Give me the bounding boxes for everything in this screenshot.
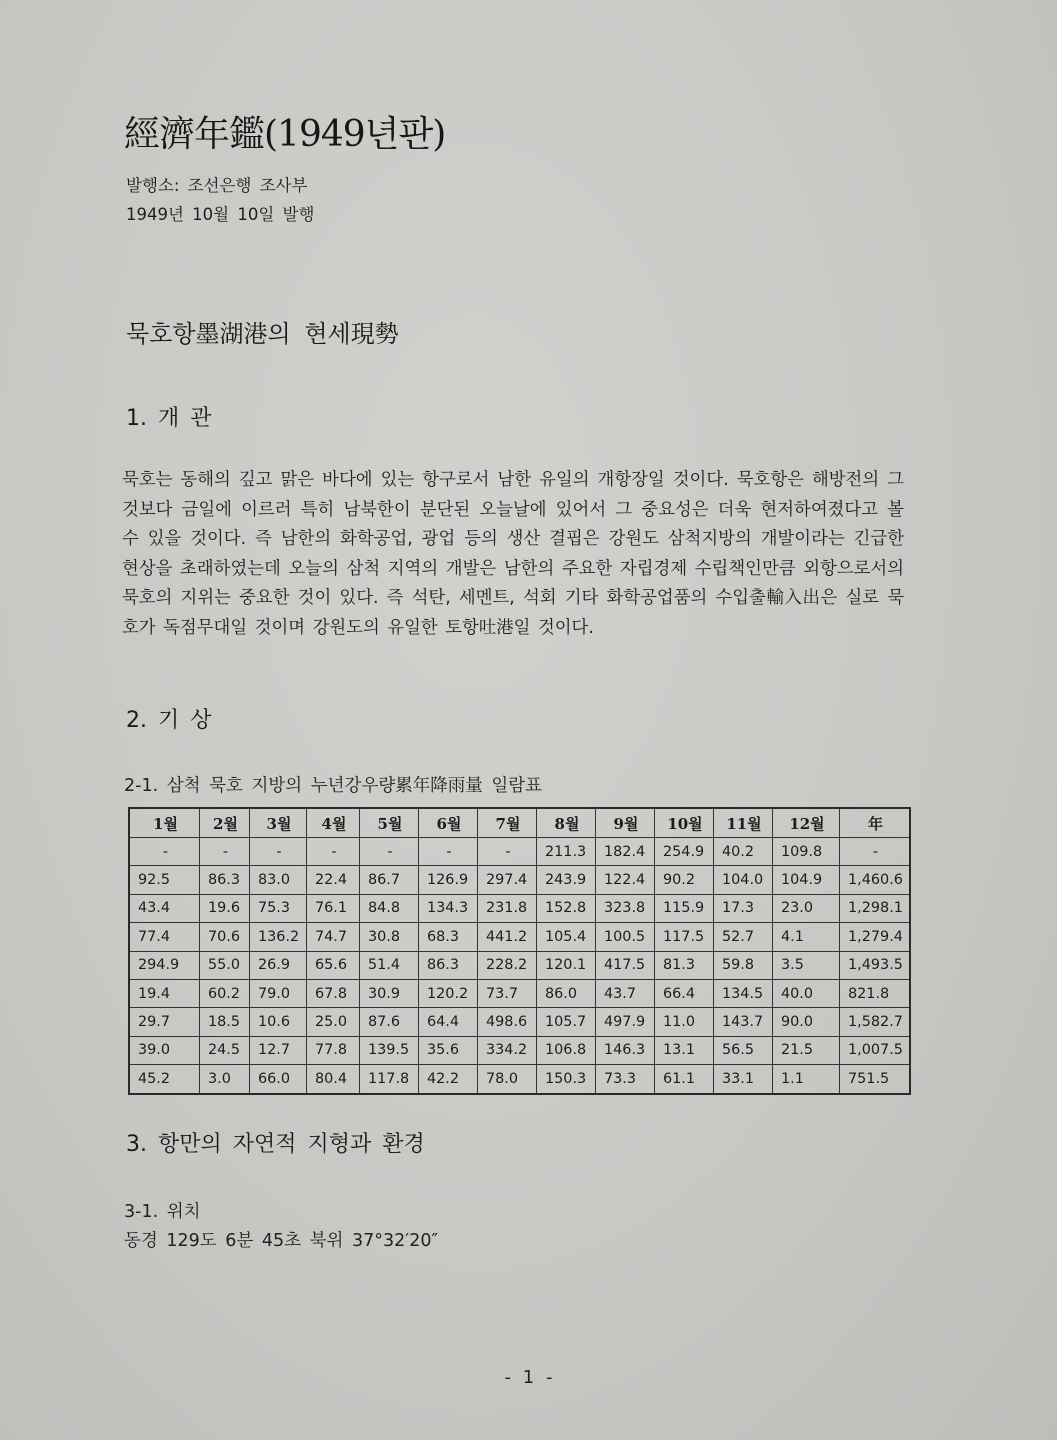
table-cell: 92.5 xyxy=(129,866,200,894)
table-cell: 81.3 xyxy=(655,951,714,979)
table-cell: 24.5 xyxy=(200,1036,250,1064)
column-header: 4월 xyxy=(307,808,360,838)
table-cell: 39.0 xyxy=(129,1036,200,1064)
table-cell: 30.8 xyxy=(360,923,419,951)
table-cell: 45.2 xyxy=(129,1065,200,1094)
table-cell: 43.7 xyxy=(596,979,655,1007)
table-cell: 84.8 xyxy=(360,894,419,922)
column-header: 11월 xyxy=(714,808,773,838)
table-cell: 1,582.7 xyxy=(840,1008,910,1036)
table-cell: 90.0 xyxy=(773,1008,840,1036)
table-cell: 77.4 xyxy=(129,923,200,951)
table-cell: 40.0 xyxy=(773,979,840,1007)
column-header: 3월 xyxy=(250,808,307,838)
table-cell: 243.9 xyxy=(537,866,596,894)
table-cell: - xyxy=(250,838,307,866)
table-cell: 143.7 xyxy=(714,1008,773,1036)
table-cell: 66.4 xyxy=(655,979,714,1007)
table-cell: 231.8 xyxy=(478,894,537,922)
table-cell: 105.4 xyxy=(537,923,596,951)
section-heading-climate: 2. 기 상 xyxy=(126,708,212,733)
article-title: 묵호항墨湖港의 현세現勢 xyxy=(126,320,399,348)
table-cell: 56.5 xyxy=(714,1036,773,1064)
table-cell: 109.8 xyxy=(773,838,840,866)
table-cell: - xyxy=(200,838,250,866)
table-cell: 11.0 xyxy=(655,1008,714,1036)
table-cell: 86.0 xyxy=(537,979,596,1007)
table-cell: 73.7 xyxy=(478,979,537,1007)
table-cell: - xyxy=(419,838,478,866)
table-cell: 182.4 xyxy=(596,838,655,866)
table-cell: 1,298.1 xyxy=(840,894,910,922)
column-header: 7월 xyxy=(478,808,537,838)
column-header: 5월 xyxy=(360,808,419,838)
table-cell: 35.6 xyxy=(419,1036,478,1064)
table-cell: 297.4 xyxy=(478,866,537,894)
table-cell: 1.1 xyxy=(773,1065,840,1094)
table-cell: 23.0 xyxy=(773,894,840,922)
table-cell: 211.3 xyxy=(537,838,596,866)
table-cell: 497.9 xyxy=(596,1008,655,1036)
table-cell: 42.2 xyxy=(419,1065,478,1094)
table-cell: 1,007.5 xyxy=(840,1036,910,1064)
table-cell: 52.7 xyxy=(714,923,773,951)
table-cell: 152.8 xyxy=(537,894,596,922)
table-cell: 17.3 xyxy=(714,894,773,922)
table-row xyxy=(129,894,910,922)
publisher-line: 발행소: 조선은행 조사부 xyxy=(126,176,308,195)
table-cell: 26.9 xyxy=(250,951,307,979)
table-cell: 18.5 xyxy=(200,1008,250,1036)
table-cell: 33.1 xyxy=(714,1065,773,1094)
table-cell: 10.6 xyxy=(250,1008,307,1036)
table-cell: 29.7 xyxy=(129,1008,200,1036)
column-header: 1월 xyxy=(129,808,200,838)
table-cell: 79.0 xyxy=(250,979,307,1007)
table-cell: 126.9 xyxy=(419,866,478,894)
table-row xyxy=(129,866,910,894)
table-cell: 77.8 xyxy=(307,1036,360,1064)
column-header: 8월 xyxy=(537,808,596,838)
table-cell: 294.9 xyxy=(129,951,200,979)
table-cell: 66.0 xyxy=(250,1065,307,1094)
publication-date: 1949년 10월 10일 발행 xyxy=(126,205,315,224)
table-row xyxy=(129,923,910,951)
table-cell: 100.5 xyxy=(596,923,655,951)
table-cell: 334.2 xyxy=(478,1036,537,1064)
table-cell: 19.4 xyxy=(129,979,200,1007)
table-cell: - xyxy=(360,838,419,866)
rainfall-table-caption: 2-1. 삼척 묵호 지방의 누년강우량累年降雨量 일람표 xyxy=(124,776,543,796)
table-row xyxy=(129,1065,910,1094)
location-subheading: 3-1. 위치 xyxy=(124,1202,201,1222)
table-cell: 4.1 xyxy=(773,923,840,951)
table-cell: 136.2 xyxy=(250,923,307,951)
column-header: 6월 xyxy=(419,808,478,838)
table-cell: 1,279.4 xyxy=(840,923,910,951)
table-cell: 25.0 xyxy=(307,1008,360,1036)
table-row xyxy=(129,1036,910,1064)
table-cell: 150.3 xyxy=(537,1065,596,1094)
table-cell: 751.5 xyxy=(840,1065,910,1094)
table-cell: 323.8 xyxy=(596,894,655,922)
table-cell: 80.4 xyxy=(307,1065,360,1094)
table-cell: 74.7 xyxy=(307,923,360,951)
table-cell: 75.3 xyxy=(250,894,307,922)
table-cell: 441.2 xyxy=(478,923,537,951)
table-cell: 117.8 xyxy=(360,1065,419,1094)
section-heading-terrain: 3. 항만의 자연적 지형과 환경 xyxy=(126,1132,425,1157)
rainfall-table xyxy=(128,807,911,1095)
table-cell: 76.1 xyxy=(307,894,360,922)
table-cell: 51.4 xyxy=(360,951,419,979)
table-cell: - xyxy=(840,838,910,866)
table-cell: 139.5 xyxy=(360,1036,419,1064)
table-cell: - xyxy=(307,838,360,866)
table-row xyxy=(129,838,910,866)
table-cell: 821.8 xyxy=(840,979,910,1007)
table-cell: 13.1 xyxy=(655,1036,714,1064)
table-row xyxy=(129,1008,910,1036)
table-cell: 73.3 xyxy=(596,1065,655,1094)
overview-paragraph: 묵호는 동해의 깊고 맑은 바다에 있는 항구로서 남한 유일의 개항장일 것이다. 묵호항은 해방전의 그것보다 금일에 이르러 특히 남북한이 분단된 오늘날에 있어서 그 중요성은 더욱 현저하여졌다고 볼 수 있을 것이다. 즉 남한의 화학공업, 광업 등의 생산 결핍은 강원도 삼척지방의 개발이라는 긴급한 현상을 초래하였는데 오늘의 삼척 지역의 개발은 남한의 주요한 자립경제 수립책인만큼 외항으로서의 묵호의 지위는 중요한 것이 있다. 즉 석탄, 세멘트, 석회 기타 화학공업품의 수입출輸入出은 실로 묵호가 독점무대일 것이며 강원도의 유일한 토항吐港일 것이다. xyxy=(122,470,904,638)
table-cell: 417.5 xyxy=(596,951,655,979)
table-cell: 30.9 xyxy=(360,979,419,1007)
table-cell: 134.5 xyxy=(714,979,773,1007)
table-cell: 120.2 xyxy=(419,979,478,1007)
table-cell: 1,460.6 xyxy=(840,866,910,894)
table-cell: 67.8 xyxy=(307,979,360,1007)
table-cell: 146.3 xyxy=(596,1036,655,1064)
table-cell: 3.0 xyxy=(200,1065,250,1094)
table-cell: 1,493.5 xyxy=(840,951,910,979)
table-cell: 122.4 xyxy=(596,866,655,894)
page-number: - 1 - xyxy=(504,1367,553,1388)
table-cell: 68.3 xyxy=(419,923,478,951)
table-cell: 40.2 xyxy=(714,838,773,866)
table-cell: 21.5 xyxy=(773,1036,840,1064)
table-cell: - xyxy=(478,838,537,866)
table-cell: 90.2 xyxy=(655,866,714,894)
table-cell: 83.0 xyxy=(250,866,307,894)
table-cell: 61.1 xyxy=(655,1065,714,1094)
table-cell: 43.4 xyxy=(129,894,200,922)
table-cell: 65.6 xyxy=(307,951,360,979)
table-cell: 64.4 xyxy=(419,1008,478,1036)
column-header: 12월 xyxy=(773,808,840,838)
table-cell: 134.3 xyxy=(419,894,478,922)
column-header: 10월 xyxy=(655,808,714,838)
table-cell: 78.0 xyxy=(478,1065,537,1094)
section-heading-overview: 1. 개 관 xyxy=(126,406,212,431)
table-cell: 86.3 xyxy=(200,866,250,894)
table-cell: 3.5 xyxy=(773,951,840,979)
table-cell: - xyxy=(129,838,200,866)
column-header: 9월 xyxy=(596,808,655,838)
column-header: 2월 xyxy=(200,808,250,838)
table-cell: 106.8 xyxy=(537,1036,596,1064)
table-cell: 104.9 xyxy=(773,866,840,894)
table-cell: 86.3 xyxy=(419,951,478,979)
table-cell: 86.7 xyxy=(360,866,419,894)
document-title: 經濟年鑑(1949년판) xyxy=(124,114,446,155)
table-cell: 254.9 xyxy=(655,838,714,866)
table-row xyxy=(129,951,910,979)
table-cell: 498.6 xyxy=(478,1008,537,1036)
table-cell: 115.9 xyxy=(655,894,714,922)
table-cell: 55.0 xyxy=(200,951,250,979)
table-cell: 120.1 xyxy=(537,951,596,979)
table-cell: 70.6 xyxy=(200,923,250,951)
table-cell: 19.6 xyxy=(200,894,250,922)
location-coordinates: 동경 129도 6분 45초 북위 37°32′20″ xyxy=(124,1231,439,1251)
table-cell: 12.7 xyxy=(250,1036,307,1064)
table-cell: 22.4 xyxy=(307,866,360,894)
table-row xyxy=(129,979,910,1007)
table-cell: 105.7 xyxy=(537,1008,596,1036)
table-cell: 228.2 xyxy=(478,951,537,979)
table-cell: 117.5 xyxy=(655,923,714,951)
table-cell: 104.0 xyxy=(714,866,773,894)
table-header-row xyxy=(129,808,910,838)
column-header-year: 年 xyxy=(840,808,910,838)
table-cell: 59.8 xyxy=(714,951,773,979)
table-cell: 87.6 xyxy=(360,1008,419,1036)
table-cell: 60.2 xyxy=(200,979,250,1007)
